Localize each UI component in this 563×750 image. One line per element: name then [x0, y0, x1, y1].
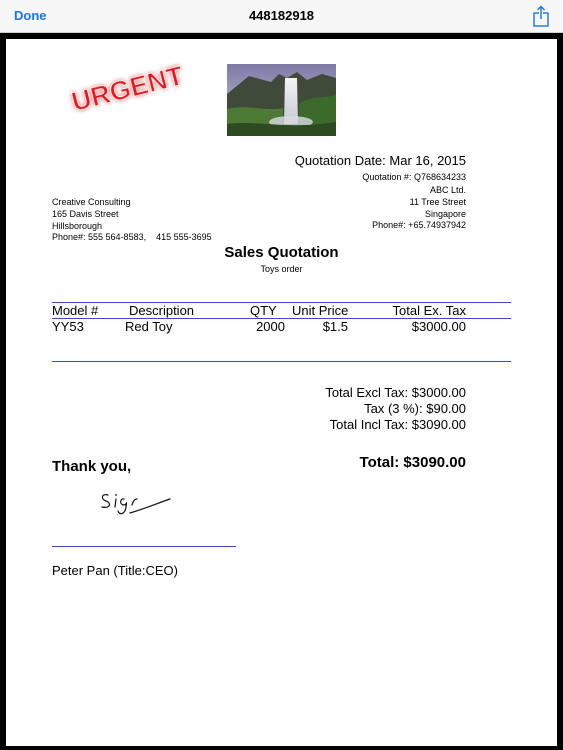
urgent-stamp [62, 54, 187, 118]
quotation-number: Quotation #: Q768634233 [362, 172, 466, 182]
share-icon[interactable] [531, 5, 551, 27]
signer-name: Peter Pan (Title:CEO) [52, 563, 178, 578]
to-address [372, 185, 466, 232]
total-excl-tax: Total Excl Tax: $3000.00 [325, 385, 466, 400]
signature-image [96, 485, 176, 521]
document-title: 448182918 [248, 8, 315, 23]
from-address [52, 197, 212, 244]
from-street: 165 Davis Street [52, 208, 119, 219]
header-description: Description [129, 303, 195, 318]
from-name: Creative Consulting [52, 197, 131, 207]
cell-total: $3000.00 [411, 319, 466, 334]
grand-total: Total: $3090.00 [359, 454, 466, 471]
from-city: Hillsborough [52, 220, 103, 231]
table-bottom-rule [52, 361, 511, 362]
document-subtitle: Toys order [260, 264, 303, 274]
to-street: 11 Tree Street [409, 196, 466, 207]
to-phone: Phone#: +65.74937942 [372, 220, 466, 231]
cell-model: YY53 [52, 319, 84, 334]
header-model: Model # [52, 303, 99, 318]
header-total-ex-tax: Total Ex. Tax [392, 303, 466, 318]
cell-unit-price: $1.5 [322, 319, 348, 334]
tax-amount: Tax (3 %): $90.00 [364, 401, 466, 416]
cell-qty: 2000 [256, 319, 285, 334]
to-name: ABC Ltd. [429, 185, 466, 195]
signature-line [52, 546, 236, 547]
document-heading: Sales Quotation [224, 244, 339, 261]
navigation-bar [0, 0, 563, 33]
quotation-date: Quotation Date: Mar 16, 2015 [294, 153, 466, 168]
header-unit-price: Unit Price [292, 303, 349, 318]
to-city: Singapore [424, 208, 466, 219]
header-qty: QTY [250, 303, 277, 318]
done-button[interactable]: Done [14, 8, 47, 23]
total-incl-tax: Total Incl Tax: $3090.00 [329, 417, 466, 432]
waterfall-photo [227, 64, 336, 136]
thank-you-text: Thank you, [52, 458, 132, 475]
quotation-page [6, 39, 557, 746]
cell-description: Red Toy [125, 319, 173, 334]
urgent-text: URGENT [68, 60, 187, 118]
from-phone: Phone#: 555 564-8583, 415 555-3695 [52, 232, 212, 243]
